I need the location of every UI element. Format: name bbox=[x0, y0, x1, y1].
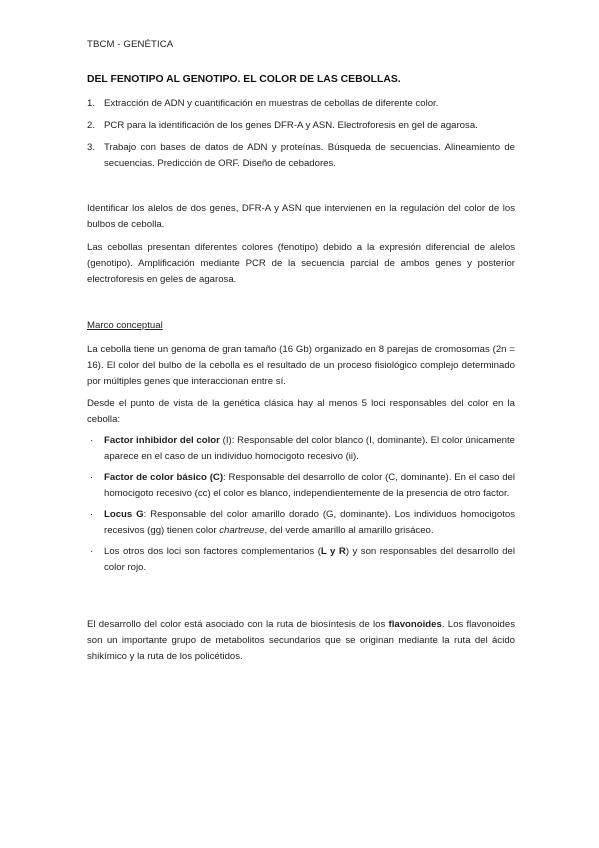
list-number: 2. bbox=[87, 120, 96, 131]
list-item-text: : Responsable del desarrollo de color (C, dominante). En el caso del homocigoto recesivo (cc) el color es blanco, independientemente de la presencia de otro factor. bbox=[104, 472, 516, 499]
list-item-text: Los otros dos loci son factores complementarios ( bbox=[104, 546, 321, 557]
document-title: DEL FENOTIPO AL GENOTIPO. EL COLOR DE LAS CEBOLLAS. bbox=[87, 74, 401, 85]
list-item bbox=[87, 544, 515, 576]
paragraph-text: El desarrollo del color está asociado con la ruta de biosíntesis de los bbox=[87, 619, 389, 630]
objective-paragraph: Identificar los alelos de dos genes, DFR-A y ASN que intervienen en la regulación del color de los bulbos de cebolla. bbox=[87, 203, 515, 230]
bullet-icon: · bbox=[90, 472, 94, 483]
bullet-icon: · bbox=[90, 435, 94, 446]
list-item-text: Extracción de ADN y cuantificación en muestras de cebollas de diferente color. bbox=[104, 98, 439, 109]
list-item-text: ) y son responsables del desarrollo del color rojo. bbox=[104, 546, 515, 573]
list-item-text: Trabajo con bases de datos de ADN y proteínas. Búsqueda de secuencias. Alineamiento de secuencias. Predicción de ORF. Diseño de cebadores. bbox=[104, 142, 515, 169]
list-item bbox=[87, 140, 515, 172]
list-number: 3. bbox=[87, 142, 96, 153]
list-item-text: , del verde amarillo al amarillo grisáceo. bbox=[264, 525, 434, 536]
term-bold: L y R bbox=[320, 546, 346, 557]
paragraph-text: . Los flavonoides son un importante grupo de metabolitos secundarios que se originan mediante la ruta del ácido shikímico y la ruta de los policétidos. bbox=[87, 619, 516, 662]
list-item bbox=[87, 433, 515, 465]
intro-paragraph: Las cebollas presentan diferentes colores (fenotipo) debido a la expresión diferencial de alelos (genotipo). Amplificación mediante PCR de la secuencia parcial de ambos genes y posterior electroforesis en geles de agarosa. bbox=[87, 242, 515, 285]
bullet-icon: · bbox=[90, 546, 94, 557]
list-item-text: : Responsable del color blanco (I, dominante). El color únicamente aparece en el caso de un individuo homocigoto recesivo (ii). bbox=[104, 435, 515, 462]
term-bold: Locus G bbox=[104, 509, 144, 520]
loci-intro-paragraph: Desde el punto de vista de la genética clásica hay al menos 5 loci responsables del color en la cebolla: bbox=[87, 398, 515, 425]
list-item-text: : Responsable del color amarillo dorado (G, dominante). Los individuos homocigotos recesivos (gg) tienen color bbox=[104, 509, 515, 536]
page-header: TBCM - GENÉTICA bbox=[87, 39, 174, 50]
list-item bbox=[87, 507, 515, 539]
loci-list bbox=[87, 433, 515, 581]
list-item bbox=[87, 96, 515, 112]
section-heading: Marco conceptual bbox=[87, 320, 163, 331]
term-code: (I) bbox=[222, 435, 232, 446]
steps-list bbox=[87, 96, 515, 178]
list-number: 1. bbox=[87, 98, 96, 109]
list-item-text: PCR para la identificación de los genes DFR-A y ASN. Electroforesis en gel de agarosa. bbox=[104, 120, 478, 131]
term-bold: Factor de color básico (C) bbox=[104, 472, 224, 483]
list-item bbox=[87, 470, 515, 502]
bullet-icon: · bbox=[90, 509, 94, 520]
list-item bbox=[87, 118, 515, 134]
term-italic: chartreuse bbox=[219, 525, 265, 536]
genome-paragraph: La cebolla tiene un genoma de gran tamaño (16 Gb) organizado en 8 parejas de cromosomas (2n = 16). El color del bulbo de la cebolla es el resultado de un proceso fisiológico complejo determinado por múltiples genes que interaccionan entre sí. bbox=[87, 344, 515, 387]
term-bold: flavonoides bbox=[388, 619, 442, 630]
term-bold: Factor inhibidor del color bbox=[104, 435, 220, 446]
flavonoids-paragraph bbox=[87, 617, 515, 665]
